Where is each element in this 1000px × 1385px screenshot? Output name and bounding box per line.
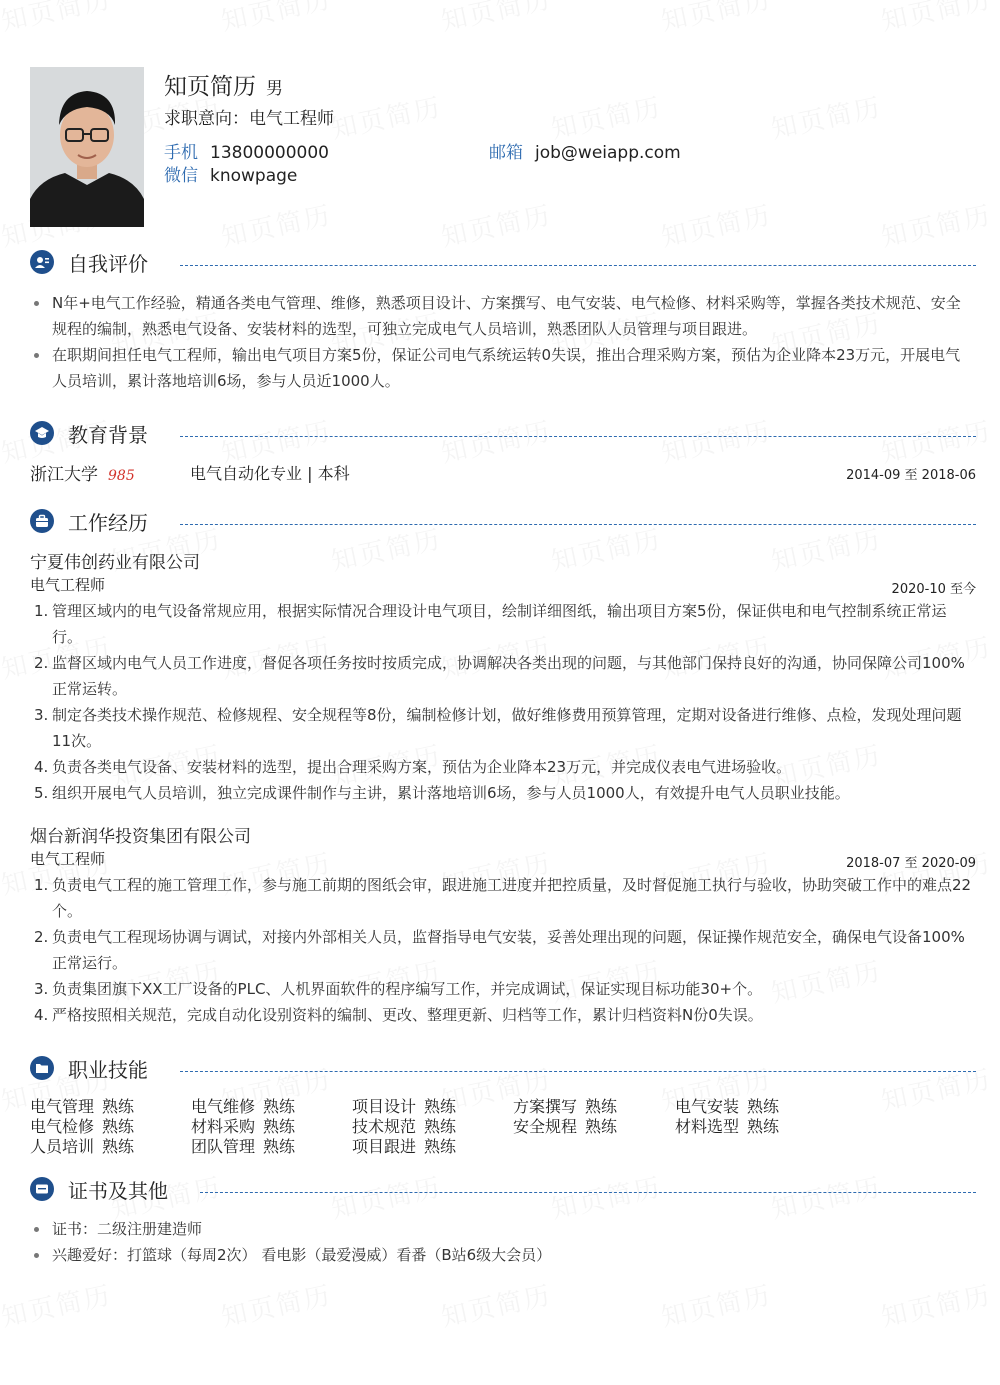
certificate-icon [30, 1177, 54, 1201]
list-item: 4. 严格按照相关规范，完成自动化设别资料的编制、更改、整理更新、归档等工作，累计归档资料N份0失误。 [34, 1006, 763, 1024]
watermark-text [0, 735, 5, 794]
watermark-text [0, 519, 5, 578]
watermark-text [0, 1275, 115, 1334]
watermark-text [327, 87, 444, 146]
list-item: 1. 管理区域内的电气设备常规应用，根据实际情况合理设计电气项目，绘制详细图纸，输出项目方案5份，保证供电和电气控制系统正常运行。 [34, 602, 947, 646]
section-title: 职业技能 [68, 1058, 148, 1082]
skill-item: 电气维修 熟练 [191, 1097, 296, 1116]
job-role: 电气工程师 [30, 850, 106, 868]
candidate-name [164, 68, 283, 101]
section-work [30, 507, 976, 535]
job-role: 电气工程师 [30, 576, 106, 594]
wechat-row [164, 161, 297, 186]
list-item: N年+电气工作经验，精通各类电气管理、维修，熟悉项目设计、方案撰写、电气安装、电气检修、材料采购等，掌握各类技术规范、安全规程的编制，熟悉电气设备、安装材料的选型，可独立完成电气人员培训，熟悉团队人员管理与项目跟进。 [30, 290, 972, 342]
gender-text: 男 [266, 79, 283, 99]
watermark-text [657, 1275, 774, 1334]
email-value[interactable]: job@weiapp.com [535, 143, 681, 163]
watermark-text [0, 951, 5, 1010]
list-item: 3. 负责集团旗下XX工厂设备的PLC、人机界面软件的程序编写工作，并完成调试，保证实现目标功能30+个。 [34, 980, 763, 998]
list-item: 2. 监督区域内电气人员工作进度，督促各项任务按时按质完成，协调解决各类出现的问题，与其他部门保持良好的沟通，协同保障公司100%正常运转。 [34, 654, 965, 698]
skill-item: 安全规程 熟练 [513, 1117, 618, 1136]
section-title: 工作经历 [68, 511, 148, 535]
user-card-icon [30, 250, 54, 274]
company-name: 宁夏伟创药业有限公司 [30, 553, 200, 573]
watermark-text [0, 87, 5, 146]
others-list [30, 1216, 972, 1268]
watermark-text [0, 0, 115, 38]
skill-item: 团队管理 熟练 [191, 1137, 296, 1156]
section-divider [180, 524, 976, 525]
section-divider [180, 265, 976, 266]
section-education [30, 419, 976, 447]
list-item: 2. 负责电气工程现场协调与调试，对接内外部相关人员，监督指导电气安装，妥善处理出现的问题，保证操作规范安全，确保电气设备100%正常运行。 [34, 928, 965, 972]
skill-item: 材料选型 熟练 [675, 1117, 780, 1136]
skill-item: 材料采购 熟练 [191, 1117, 296, 1136]
watermark-text [657, 195, 774, 254]
job-duties-list [30, 872, 972, 1028]
company-name: 烟台新润华投资集团有限公司 [30, 827, 251, 847]
person-photo-icon [30, 67, 144, 227]
profile-photo [30, 67, 144, 227]
list-item: 在职期间担任电气工程师，输出电气项目方案5份，保证公司电气系统运转0失误，推出合理采购方案，预估为企业降本23万元，开展电气人员培训，累计落地培训6场，参与人员近1000人。 [30, 342, 972, 394]
list-item: 3. 制定各类技术操作规范、检修规程、安全规程等8份，编制检修计划，做好维修费用预算管理，定期对设备进行维修、点检，发现处理问题11次。 [34, 706, 962, 750]
section-title: 自我评价 [68, 252, 148, 276]
folder-icon [30, 1056, 54, 1080]
section-divider [200, 1192, 976, 1193]
skill-item: 电气安装 熟练 [675, 1097, 780, 1116]
job-intent: 求职意向：电气工程师 [164, 109, 334, 129]
self-eval-list [30, 290, 972, 394]
school-tag: 985 [108, 468, 135, 484]
email-label: 邮箱 [489, 143, 523, 163]
section-certs [30, 1175, 976, 1203]
skill-item: 电气管理 熟练 [30, 1097, 135, 1116]
job-date: 2018-07 至 2020-09 [846, 856, 976, 871]
watermark-text [877, 195, 994, 254]
section-skills [30, 1054, 976, 1082]
watermark-text [217, 0, 334, 38]
list-item: 1. 负责电气工程的施工管理工作，参与施工前期的图纸会审，跟进施工进度并把控质量，及时督促施工执行与验收，协助突破工作中的难点22个。 [34, 876, 972, 920]
section-divider [180, 436, 976, 437]
watermark-text [877, 0, 994, 38]
school-name [30, 460, 135, 485]
list-item: 证书：二级注册建造师 [30, 1216, 972, 1242]
graduation-cap-icon [30, 421, 54, 445]
list-item: 5. 组织开展电气人员培训，独立完成课件制作与主讲，累计落地培训6场，参与人员1000人，有效提升电气人员职业技能。 [34, 784, 850, 802]
wechat-label: 微信 [164, 166, 198, 186]
skill-item: 方案撰写 熟练 [513, 1097, 618, 1116]
list-item: 4. 负责各类电气设备、安装材料的选型，提出合理采购方案，预估为企业降本23万元，并完成仪表电气进场验收。 [34, 758, 792, 776]
section-self-eval [30, 248, 976, 276]
watermark-text [0, 303, 5, 362]
job-duties-list [30, 598, 972, 806]
skill-item: 项目设计 熟练 [352, 1097, 457, 1116]
major-degree: 电气自动化专业 | 本科 [190, 464, 350, 483]
skill-item: 电气检修 熟练 [30, 1117, 135, 1136]
briefcase-icon [30, 509, 54, 533]
skill-item: 技术规范 熟练 [352, 1117, 457, 1136]
watermark-text [0, 1167, 5, 1226]
wechat-value: knowpage [210, 166, 298, 186]
phone-value: 13800000000 [210, 143, 329, 163]
section-title: 教育背景 [68, 423, 148, 447]
section-title: 证书及其他 [68, 1179, 168, 1203]
edu-date: 2014-09 至 2018-06 [846, 468, 976, 483]
skill-item: 人员培训 熟练 [30, 1137, 135, 1156]
email-row [489, 138, 681, 163]
watermark-text [657, 0, 774, 38]
list-item: 兴趣爱好：打篮球（每周2次） 看电影（最爱漫威）看番（B站6级大会员） [30, 1242, 972, 1268]
job-date: 2020-10 至今 [891, 582, 976, 597]
watermark-text [217, 195, 334, 254]
watermark-text [877, 1275, 994, 1334]
phone-label: 手机 [164, 143, 198, 163]
watermark-text [437, 1275, 554, 1334]
watermark-text [767, 87, 884, 146]
name-text: 知页简历 [164, 74, 256, 100]
section-divider [180, 1071, 976, 1072]
skill-item: 项目跟进 熟练 [352, 1137, 457, 1156]
school-text: 浙江大学 [30, 465, 98, 485]
phone-row [164, 138, 329, 163]
watermark-text [437, 0, 554, 38]
watermark-text [437, 195, 554, 254]
watermark-text [217, 1275, 334, 1334]
